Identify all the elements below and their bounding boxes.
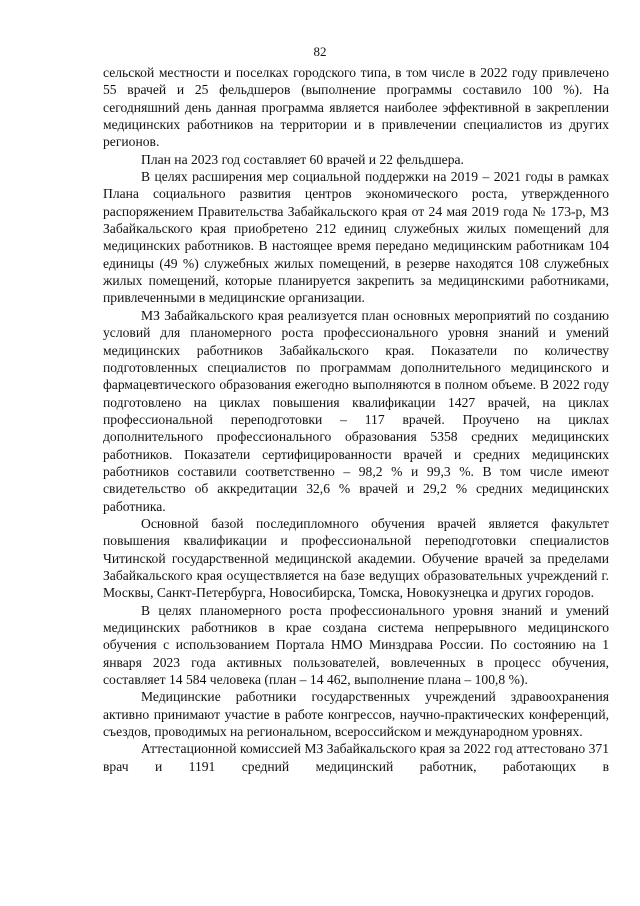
- paragraph-attestation: Аттестационной комиссией МЗ Забайкальского края за 2022 год аттестовано 371 врач и 1191 средний медицинский работник, работающих в: [103, 741, 609, 774]
- paragraph-continuous-education: В целях планомерного роста профессионального уровня знаний и умений медицинских работников в крае создана система непрерывного медицинского обучения с использованием Портала НМО Минздрава России. По состоянию на 1 января 2023 года активных пользователей, вовлеченных в процесс обучения, составляет 14 584 человека (план – 14 462, выполнение плана – 100,8 %).: [103, 602, 609, 688]
- paragraph-social-support: В целях расширения мер социальной поддержки на 2019 – 2021 годы в рамках Плана социального развития центров экономического роста, утвержденного распоряжением Правительства Забайкальского края от 24 мая 2019 года № 173-р, МЗ Забайкальского края приобретено 212 единиц служебных жилых помещений для медицинских работников. В настоящее время передано медицинским работникам 104 единицы (49 %) служебных жилых помещений, в резерве находятся 108 служебных жилых помещений, которые планируется закрепить за медицинскими работниками, привлеченными в медицинские организации.: [103, 169, 609, 306]
- paragraph-continuation: сельской местности и поселках городского типа, в том числе в 2022 году привлечено 55 врачей и 25 фельдшеров (выполнение программы составило 100 %). На сегодняшний день данная программа является наиболее эффективной в закреплении медицинских работников на территории и в привлечении специалистов из других регионов.: [103, 65, 609, 150]
- paragraph-training-plan: МЗ Забайкальского края реализуется план основных мероприятий по созданию условий для планомерного роста профессионального уровня знаний и умений медицинских работников Забайкальского края. Показатели по количеству подготовленных специалистов по программам дополнительного медицинского и фармацевтического образования ежегодно выполняются в полном объеме. В 2022 году подготовлено на циклах повышения квалификации 1427 врачей, на циклах профессиональной переподготовки – 117 врачей. Проучено на циклах дополнительного профессионального образования 5358 средних медицинских работников. Показатели сертифицированности врачей и средних медицинских работников составили соответственно – 98,2 % и 99,3 %. В том числе имеют свидетельство об аккредитации 32,6 % врачей и 29,2 % средних медицинских работника.: [103, 307, 609, 514]
- paragraph-conferences: Медицинские работники государственных учреждений здравоохранения активно принимают участие в работе конгрессов, научно-практических конференций, съездов, проводимых на региональном, всероссийском и международном уровнях.: [103, 689, 609, 740]
- paragraph-postgraduate-base: Основной базой последипломного обучения врачей является факультет повышения квалификации и профессиональной переподготовки специалистов Читинской государственной медицинской академии. Обучение врачей за пределами Забайкальского края осуществляется на базе ведущих образовательных учреждений г. Москвы, Санкт-Петербурга, Новосибирска, Томска, Новокузнецка и других городов.: [103, 515, 609, 601]
- document-body: [103, 64, 609, 775]
- paragraph-plan-2023: План на 2023 год составляет 60 врачей и 22 фельдшера.: [141, 151, 464, 167]
- page-number: 82: [313, 44, 327, 59]
